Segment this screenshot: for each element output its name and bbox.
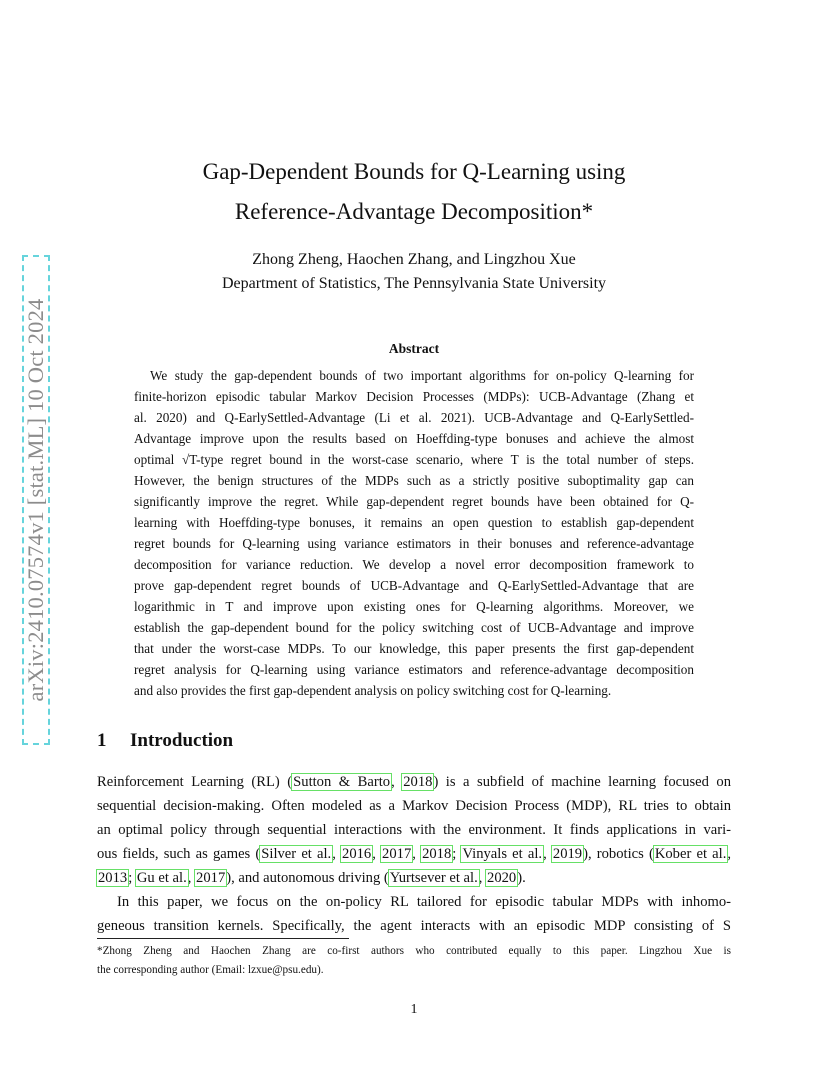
citation-link[interactable]: 2020 (487, 870, 517, 886)
intro-text: , (543, 846, 552, 862)
citation-link[interactable]: Kober et al. (654, 846, 727, 862)
intro-text: , (412, 846, 422, 862)
intro-line: sequential decision-making. Often modeled as a Markov Decision Process (MDP), RL tries to obtain (97, 798, 731, 814)
abstract-line: We study the gap-dependent bounds of two important algorithms for on-policy Q-learning for (150, 368, 694, 383)
intro-text: , (478, 870, 487, 886)
affiliation: Department of Statistics, The Pennsylvania State University (221, 275, 607, 292)
citation-link[interactable]: Yurtsever et al. (389, 870, 478, 886)
abstract-line: finite-horizon episodic tabular Markov Decision Processes (MDPs): UCB-Advantage (Zhang et (134, 389, 694, 404)
citation-link[interactable]: 2016 (342, 846, 372, 862)
intro-text: , (372, 846, 382, 862)
abstract-line: logarithmic in T and improve upon existing ones for Q-learning algorithms. Moreover, we (134, 599, 694, 614)
section-title: Introduction (130, 730, 234, 751)
abstract-line: learning with Hoeffding-type bonuses, it remains an open question to establish gap-dependent (134, 515, 694, 530)
intro-line: an optimal policy through sequential interactions with the environment. It finds applications in vari- (97, 822, 731, 838)
section-heading (97, 730, 233, 752)
abstract-line: regret bounds for Q-learning using variance estimators in their bonuses and reference-advantage (134, 536, 694, 551)
abstract-line: decomposition for variance reduction. We develop a novel error decomposition framework to (134, 557, 694, 572)
abstract-line: prove gap-dependent regret bounds of UCB-Advantage and Q-EarlySettled-Advantage that are (134, 578, 694, 593)
paper-title-line-2: Reference-Advantage Decomposition* (234, 199, 594, 224)
intro-text: ). (517, 870, 526, 886)
footnote-line-1: *Zhong Zheng and Haochen Zhang are co-first authors who contributed equally to this paper. Lingzhou Xue is (97, 945, 731, 957)
author-list: Zhong Zheng, Haochen Zhang, and Lingzhou Xue (252, 251, 576, 268)
intro-line (97, 869, 731, 887)
footnote-line-2: the corresponding author (Email: lzxue@psu.edu). (97, 964, 324, 976)
abstract-heading: Abstract (388, 341, 440, 356)
intro-text: , (391, 774, 403, 790)
abstract-line: regret analysis for Q-learning using variance estimators and reference-advantage decomposition (134, 662, 694, 677)
citation-link[interactable]: Silver et al. (261, 846, 332, 862)
citation-link[interactable]: 2017 (196, 870, 226, 886)
page-number: 1 (410, 1002, 418, 1017)
intro-text: , (332, 846, 342, 862)
intro-text: ous fields, such as games ( (97, 846, 261, 862)
abstract-line: and also provides the first gap-dependent analysis on policy switching cost for Q-learning. (134, 683, 612, 698)
intro-text: , (727, 846, 732, 862)
abstract-line: that under the worst-case MDPs. To our knowledge, this paper presents the first gap-dependent (134, 641, 694, 656)
abstract-line: Advantage improve upon the results based on Hoeffding-type bonuses and achieve the almost (134, 431, 694, 446)
citation-link[interactable]: Gu et al. (136, 870, 187, 886)
arxiv-stamp[interactable] (22, 255, 50, 745)
footnote-rule (97, 938, 349, 939)
intro-text: Reinforcement Learning (RL) ( (97, 774, 293, 790)
citation-link[interactable]: 2019 (552, 846, 583, 862)
intro-text: ), and autonomous driving ( (226, 870, 389, 886)
abstract-line: optimal √T-type regret bound in the worst-case scenario, where T is the total number of steps. (134, 452, 694, 467)
intro-text: , (187, 870, 196, 886)
intro-line (97, 845, 731, 863)
abstract-line: However, the benign structures of the MDPs such as a strictly positive suboptimality gap can (134, 473, 694, 488)
arxiv-id: arXiv:2410.07574v1 [stat.ML] 10 Oct 2024 (23, 298, 48, 702)
citation-link[interactable]: 2013 (98, 870, 128, 886)
intro-text: ; (452, 846, 462, 862)
intro-text: ) is a subfield of machine learning focused on (433, 774, 732, 790)
abstract-line: establish the gap-dependent bound for the policy switching cost of UCB-Advantage and improve (134, 620, 694, 635)
abstract-line: al. 2020) and Q-EarlySettled-Advantage (Li et al. 2021). UCB-Advantage and Q-EarlySettled- (134, 410, 694, 425)
section-number: 1 (97, 730, 107, 751)
citation-link[interactable]: Vinyals et al. (462, 846, 543, 862)
citation-link[interactable]: 2017 (382, 846, 412, 862)
citation-link[interactable]: 2018 (403, 774, 433, 790)
citation-link[interactable]: Sutton & Barto (293, 774, 391, 790)
citation-link[interactable]: 2018 (422, 846, 452, 862)
intro-text: ; (128, 870, 136, 886)
intro-text: ), robotics ( (583, 846, 654, 862)
intro-line (97, 773, 731, 791)
abstract-line: significantly improve the regret. While gap-dependent regret bounds have been obtained for Q- (134, 494, 694, 509)
intro-line: In this paper, we focus on the on-policy RL tailored for episodic tabular MDPs with inhomo- (117, 894, 731, 910)
paper-title-line-1: Gap-Dependent Bounds for Q-Learning using (202, 159, 626, 184)
intro-line: geneous transition kernels. Specifically, the agent interacts with an episodic MDP consisting of S (97, 918, 731, 934)
